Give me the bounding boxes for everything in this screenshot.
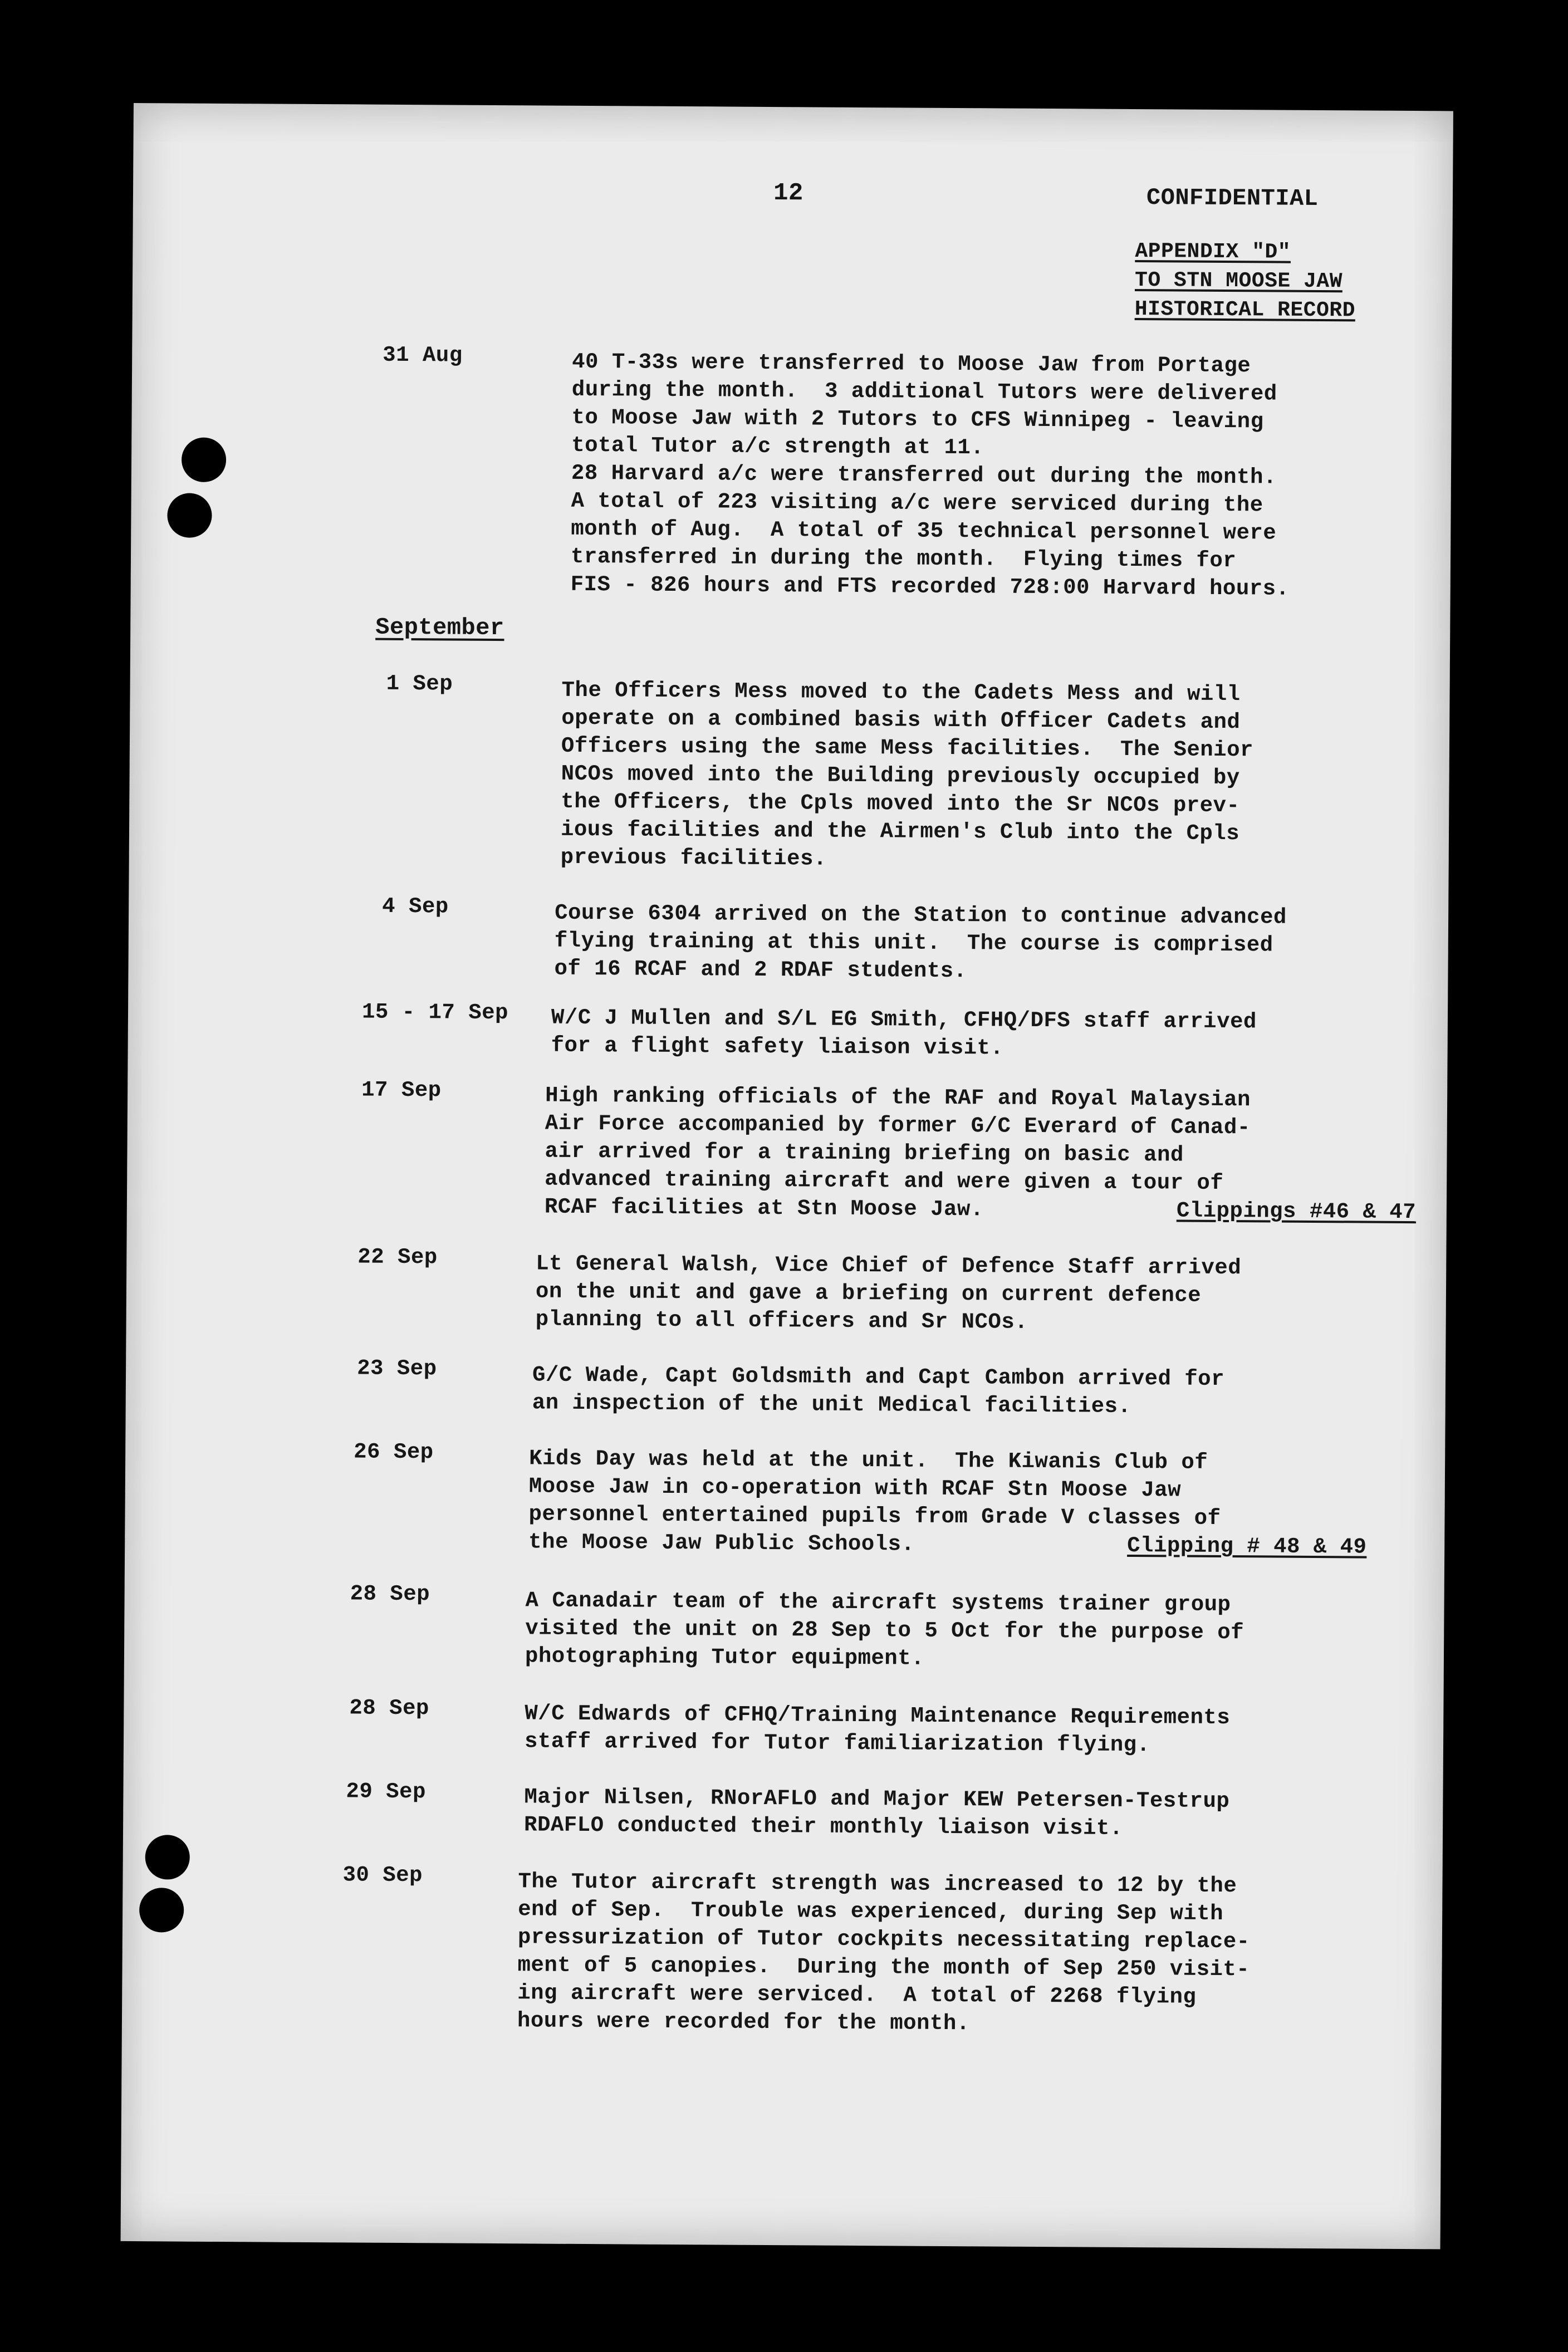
clipping-reference: Clipping # 48 & 49 bbox=[1127, 1533, 1367, 1560]
punch-hole bbox=[145, 1835, 190, 1879]
entry-date: 26 Sep bbox=[354, 1439, 434, 1465]
entry-date: 15 - 17 Sep bbox=[361, 999, 509, 1026]
appendix-line: HISTORICAL RECORD bbox=[1134, 297, 1356, 323]
document-page bbox=[121, 103, 1453, 2249]
entry-date: 29 Sep bbox=[346, 1779, 427, 1805]
entry-text: Lt General Walsh, Vice Chief of Defence Staff arrived on the unit and gave a briefing on current defence planning to all officers and Sr NCOs. bbox=[535, 1251, 1242, 1335]
entry-text: W/C Edwards of CFHQ/Training Maintenance Requirements staff arrived for Tutor familiarization flying. bbox=[524, 1701, 1231, 1758]
punch-hole bbox=[182, 438, 226, 482]
entry-text: The Officers Mess moved to the Cadets Mess and will operate on a combined basis with Officer Cadets and Officers using the same Mess facilities. The Senior NCOs moved into the Building previously occupied by the Officers, the Cpls moved into the Sr NCOs prev- ious facilities and the Airmen's Club into the Cpls previous facilities. bbox=[560, 678, 1254, 871]
month-heading: September bbox=[375, 614, 504, 642]
appendix-reference bbox=[1135, 237, 1356, 325]
entry-text: G/C Wade, Capt Goldsmith and Capt Cambon arrived for an inspection of the unit Medical facilities. bbox=[532, 1363, 1225, 1419]
entry-date: 28 Sep bbox=[349, 1696, 429, 1721]
page-number: 12 bbox=[773, 179, 803, 208]
punch-hole bbox=[167, 493, 212, 537]
punch-hole bbox=[139, 1888, 184, 1932]
entry-text: A Canadair team of the aircraft systems trainer group visited the unit on 28 Sep to 5 Oct for the purpose of photographing Tutor equipment. bbox=[525, 1588, 1244, 1671]
entry-text: Course 6304 arrived on the Station to continue advanced flying training at this unit. The course is comprised of 16 RCAF and 2 RDAF students. bbox=[554, 900, 1287, 984]
appendix-line: TO STN MOOSE JAW bbox=[1134, 268, 1343, 294]
entry-text: W/C J Mullen and S/L EG Smith, CFHQ/DFS staff arrived for a flight safety liaison visit. bbox=[551, 1005, 1257, 1061]
entry-date: 31 Aug bbox=[383, 342, 463, 368]
entry-text: 40 T-33s were transferred to Moose Jaw from Portage during the month. 3 additional Tutors were delivered to Moose Jaw with 2 Tutors to CFS Winnipeg - leaving total Tutor a/c strength at 11. 28 Harvard a/c were transferred out during the month. A total of 223 visiting a/c were serviced during the month of Aug. A total of 35 technical personnel were transferred in during the month. Flying times for FIS - 826 hours and FTS recorded 728:00 Harvard hours. bbox=[570, 349, 1290, 601]
entry-date: 23 Sep bbox=[356, 1356, 437, 1381]
entry-text: Major Nilsen, RNorAFLO and Major KEW Petersen-Testrup RDAFLO conducted their monthly liaison visit. bbox=[523, 1785, 1230, 1841]
entry-text: High ranking officials of the RAF and Royal Malaysian Air Force accompanied by former G/C Everard of Canad- air arrived for a training briefing on basic and advanced training aircraft and were given a tour of RCAF facilities at Stn Moose Jaw. bbox=[544, 1083, 1251, 1222]
entry-date: 1 Sep bbox=[386, 671, 453, 697]
classification-marking: CONFIDENTIAL bbox=[1146, 184, 1319, 212]
entry-date: 22 Sep bbox=[357, 1244, 438, 1270]
appendix-line: APPENDIX "D" bbox=[1135, 239, 1291, 264]
entry-date: 30 Sep bbox=[342, 1863, 423, 1888]
clipping-reference: Clippings #46 & 47 bbox=[1176, 1198, 1417, 1225]
entry-date: 4 Sep bbox=[382, 894, 449, 919]
entry-date: 28 Sep bbox=[350, 1581, 430, 1607]
entry-text: Kids Day was held at the unit. The Kiwanis Club of Moose Jaw in co-operation with RCAF Stn Moose Jaw personnel entertained pupils from Grade V classes of the Moose Jaw Public Schools. bbox=[528, 1446, 1221, 1557]
entry-text: The Tutor aircraft strength was increased to 12 by the end of Sep. Trouble was experienced, during Sep with pressurization of Tutor cockpits necessitating replace- ment of 5 canopies. During the month of Sep 250 visit- ing aircraft were serviced. A total of 2268 flying hours were recorded for the month. bbox=[517, 1869, 1250, 2036]
entry-date: 17 Sep bbox=[361, 1077, 442, 1103]
